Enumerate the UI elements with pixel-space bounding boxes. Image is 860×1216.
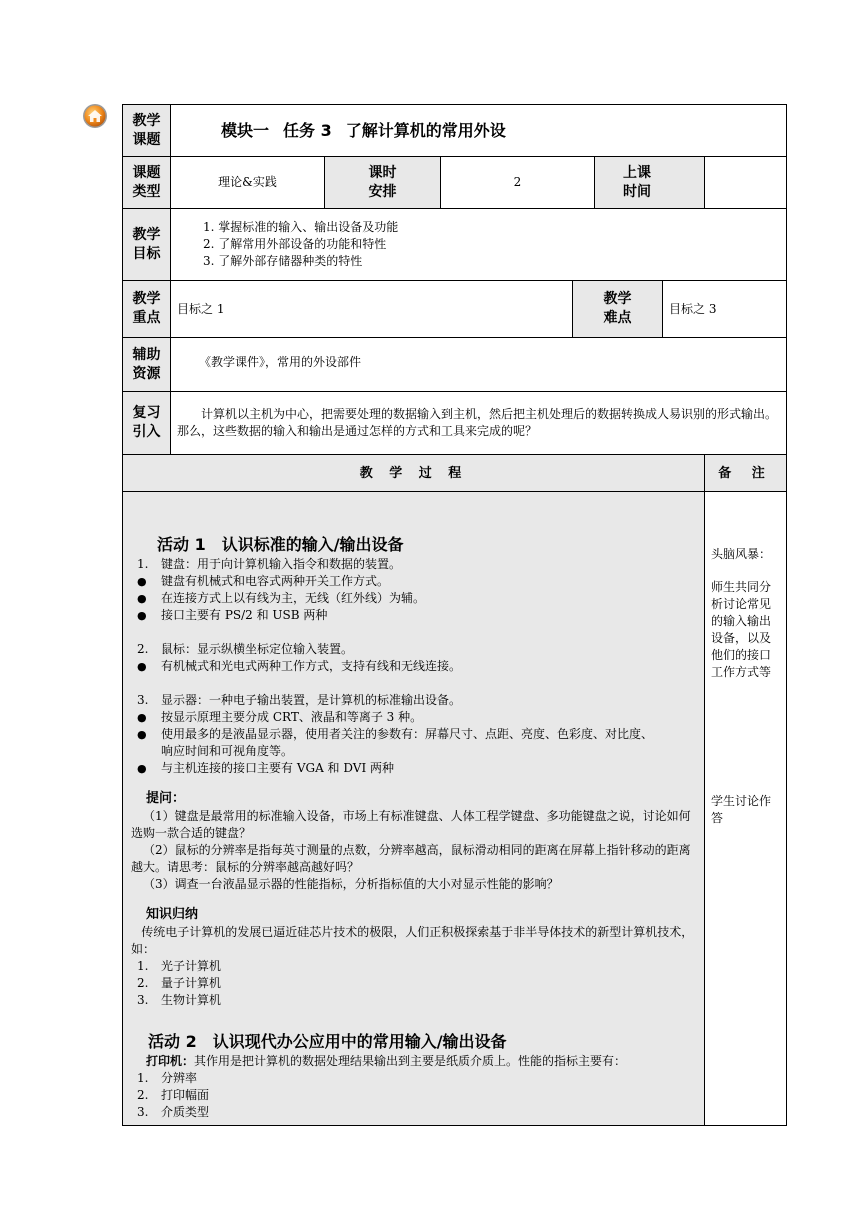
list-item: 3. 生物计算机: [137, 993, 222, 1007]
note-brainstorm: 头脑风暴：: [711, 547, 772, 561]
resources-label: 辅助 资源: [123, 338, 171, 392]
topic-title: 模块一 任务 3 了解计算机的常用外设: [171, 105, 787, 157]
printer-description: 打印机：其作用是把计算机的数据处理结果输出到主要是纸质介质上。性能的指标主要有：: [146, 1054, 627, 1068]
key-label: 教学 重点: [123, 281, 171, 338]
review-label: 复习 引入: [123, 392, 171, 455]
goals-label: 教学 目标: [123, 209, 171, 281]
list-item: ● 接口主要有 PS/2 和 USB 两种: [137, 608, 328, 622]
goal-item: 1. 掌握标准的输入、输出设备及功能: [203, 220, 399, 234]
list-item: ● 有机械式和光电式两种工作方式，支持有线和无线连接。: [137, 659, 462, 673]
lesson-plan-table: [122, 104, 787, 1126]
question-item: （2）鼠标的分辨率是指每英寸测量的点数，分辨率越高，鼠标滑动相同的距离在屏幕上指针移动的距离越大。请思考：鼠标的分辨率越高越好吗？: [131, 843, 691, 874]
type-row: [123, 157, 787, 209]
process-header: 教 学 过 程: [123, 455, 705, 492]
topic-row: [123, 105, 787, 157]
list-item: ● 使用最多的是液晶显示器，使用者关注的参数有：屏幕尺寸、点距、亮度、色彩度、对比度、: [137, 727, 654, 741]
list-item: 1. 键盘：用于向计算机输入指令和数据的装置。: [137, 557, 402, 571]
type-label: 课题 类型: [123, 157, 171, 209]
goals-list: [171, 209, 787, 281]
resources-value: 《教学课件》，常用的外设部件: [171, 338, 787, 392]
list-item: 1. 分辨率: [137, 1071, 198, 1085]
goals-row: [123, 209, 787, 281]
process-content-row: [123, 492, 787, 1126]
goal-item: 3. 了解外部存储器种类的特性: [203, 254, 363, 268]
list-item: 3. 介质类型: [137, 1105, 210, 1119]
process-content: [123, 492, 705, 1126]
review-text: 计算机以主机为中心，把需要处理的数据输入到主机，然后把主机处理后的数据转换成人易识别的形式输出。那么，这些数据的输入和输出是通过怎样的方式和工具来完成的呢？: [171, 392, 787, 455]
list-item: 2. 鼠标：显示纵横坐标定位输入装置。: [137, 642, 354, 656]
hours-label: 课时 安排: [325, 157, 441, 209]
orange-house-logo-icon: [82, 103, 108, 129]
notes-header: 备 注: [705, 455, 787, 492]
activity1-title: 活动 1 认识标准的输入/输出设备: [157, 535, 404, 554]
note-student-answer: 学生讨论作答: [711, 794, 772, 825]
time-value: [705, 157, 787, 209]
time-label: 上课 时间: [595, 157, 705, 209]
list-item: 3. 显示器：一种电子输出装置，是计算机的标准输出设备。: [137, 693, 462, 707]
list-item: ● 按显示原理主要分成 CRT、液晶和等离子 3 种。: [137, 710, 423, 724]
knowledge-text: 传统电子计算机的发展已逼近硅芯片技术的极限，人们正积极探索基于非半导体技术的新型计算机技术，如：: [131, 925, 694, 956]
key-points-row: [123, 281, 787, 338]
difficulty-label: 教学 难点: [573, 281, 663, 338]
question-item: （1）键盘是最常用的标准输入设备，市场上有标准键盘、人体工程学键盘、多功能键盘之说，讨论如何选购一款合适的键盘？: [131, 809, 691, 840]
list-item-continuation: 响应时间和可视角度等。: [161, 744, 294, 758]
list-item: ● 在连接方式上以有线为主，无线（红外线）为辅。: [137, 591, 426, 605]
goal-item: 2. 了解常用外部设备的功能和特性: [203, 237, 387, 251]
question-item: （3）调查一台液晶显示器的性能指标，分析指标值的大小对显示性能的影响？: [143, 877, 559, 891]
list-item: 1. 光子计算机: [137, 959, 222, 973]
key-value: 目标之 1: [171, 281, 573, 338]
note-discussion: 师生共同分析讨论常见的输入输出设备，以及他们的接口工作方式等: [711, 580, 772, 679]
type-value: 理论&实践: [171, 157, 325, 209]
list-item: ● 与主机连接的接口主要有 VGA 和 DVI 两种: [137, 761, 394, 775]
resources-row: [123, 338, 787, 392]
process-header-row: [123, 455, 787, 492]
notes-content: [705, 492, 787, 1126]
activity2-title: 活动 2 认识现代办公应用中的常用输入/输出设备: [148, 1032, 507, 1051]
difficulty-value: 目标之 3: [663, 281, 787, 338]
list-item: ● 键盘有机械式和电容式两种开关工作方式。: [137, 574, 390, 588]
questions-title: 提问：: [146, 791, 186, 806]
topic-label: 教学 课题: [123, 105, 171, 157]
list-item: 2. 打印幅面: [137, 1088, 210, 1102]
knowledge-title: 知识归纳: [146, 907, 199, 922]
hours-value: 2: [441, 157, 595, 209]
list-item: 2. 量子计算机: [137, 976, 222, 990]
review-row: [123, 392, 787, 455]
